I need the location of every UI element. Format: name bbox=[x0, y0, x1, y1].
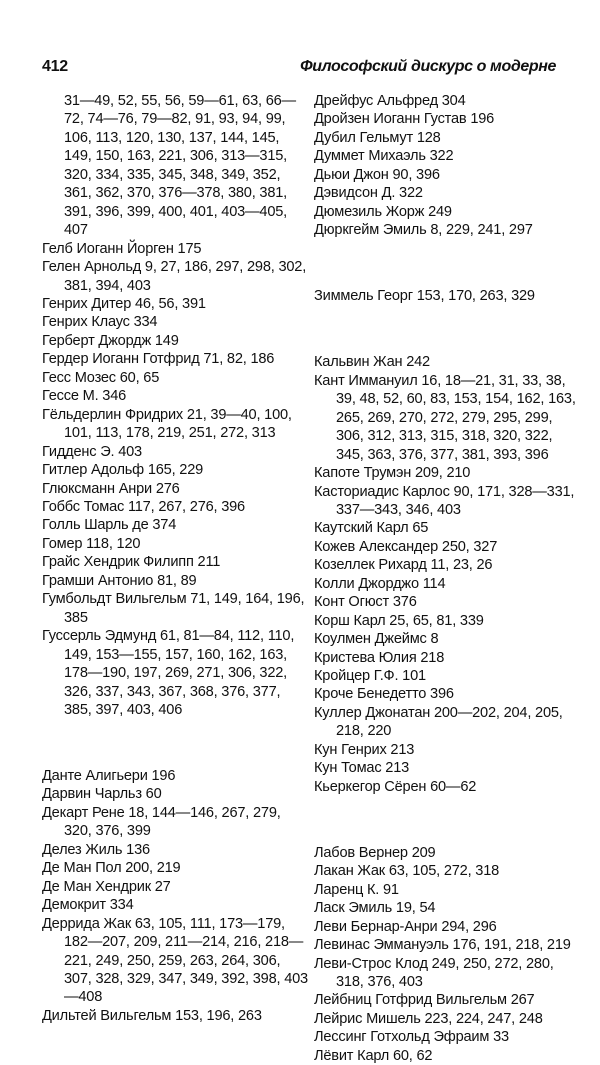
index-entry: Кройцер Г.Ф. 101 bbox=[314, 668, 426, 685]
index-entry: Гомер 118, 120 bbox=[42, 535, 141, 552]
index-entry: Леви-Строс Клод 249, 250, 272, 280, 318, 376, 403 bbox=[314, 955, 554, 990]
index-entry: Генрих Клаус 334 bbox=[42, 314, 158, 331]
index-entry: Дарвин Чарльз 60 bbox=[42, 786, 162, 803]
index-entry: Дьюи Джон 90, 396 bbox=[314, 166, 440, 183]
index-entry: Гёльдерлин Фридрих 21, 39—40, 100, 101, 113, 178, 219, 251, 272, 313 bbox=[42, 406, 292, 442]
index-entry-continuation: 31—49, 52, 55, 56, 59—61, 63, 66—72, 74—76, 79—82, 91, 93, 94, 99, 106, 113, 120, 130, 137, 144, 145, 149, 150, 163, 221, 306, 313—315, 320, 334, 335, 345, 348, 349, 352, 361, 362, 370, 376—378, 380, 381, 391, 396, 399, 400, 401, 403—405, 407 bbox=[64, 93, 296, 239]
index-entry: Гуссерль Эдмунд 61, 81—84, 112, 110, 149, 153—155, 157, 160, 162, 163, 178—190, 197, 269, 271, 306, 322, 326, 337, 343, 367, 368, 376, 377, 385, 397, 403, 406 bbox=[42, 628, 295, 718]
index-entry: Каутский Карл 65 bbox=[314, 520, 429, 537]
page-number: 412 bbox=[42, 58, 68, 75]
running-title: Философский дискурс о модерне bbox=[300, 58, 556, 75]
index-entry: Дюркгейм Эмиль 8, 229, 241, 297 bbox=[314, 222, 533, 239]
section-gap bbox=[314, 254, 576, 272]
index-entry: Дрейфус Альфред 304 bbox=[314, 93, 466, 109]
index-entry: Дубил Гельмут 128 bbox=[314, 129, 441, 146]
index-entry: Гелб Иоганн Йорген 175 bbox=[42, 240, 202, 257]
index-entry: Деррида Жак 63, 105, 111, 173—179, 182—207, 209, 211—214, 216, 218—221, 249, 250, 259, 263, 264, 306, 307, 328, 329, 347, 349, 392, 398, 403—408 bbox=[42, 915, 308, 1006]
index-entry: Гердер Иоганн Готфрид 71, 82, 186 bbox=[42, 351, 275, 368]
index-entry: Данте Алигьери 196 bbox=[42, 768, 176, 785]
index-entry: Де Ман Пол 200, 219 bbox=[42, 860, 181, 877]
index-entry: Кун Томас 213 bbox=[314, 760, 410, 777]
index-entry: Кожев Александер 250, 327 bbox=[314, 538, 498, 555]
index-entry: Голль Шарль де 374 bbox=[42, 517, 177, 534]
index-entry: Декарт Рене 18, 144—146, 267, 279, 320, 376, 399 bbox=[42, 804, 281, 840]
index-entry: Леви Бернар-Анри 294, 296 bbox=[314, 918, 497, 935]
index-entry: Кристева Юлия 218 bbox=[314, 649, 445, 666]
section-gap bbox=[314, 320, 576, 338]
index-entry: Колли Джорджо 114 bbox=[314, 575, 446, 592]
index-entry: Лёвит Карл 60, 62 bbox=[314, 1047, 433, 1064]
index-entry: Гидденс Э. 403 bbox=[42, 443, 142, 460]
index-entry: Грайс Хендрик Филипп 211 bbox=[42, 554, 221, 571]
index-entry: Гелен Арнольд 9, 27, 186, 297, 298, 302, 381, 394, 403 bbox=[42, 259, 307, 294]
index-entry: Коулмен Джеймс 8 bbox=[314, 631, 439, 648]
section-gap bbox=[42, 734, 310, 752]
index-column-left bbox=[42, 92, 310, 1025]
index-entry: Дэвидсон Д. 322 bbox=[314, 185, 423, 202]
index-entry: Кроче Бенедетто 396 bbox=[314, 686, 454, 703]
index-entry: Дройзен Иоганн Густав 196 bbox=[314, 111, 495, 128]
index-entry: Грамши Антонио 81, 89 bbox=[42, 572, 197, 589]
index-entry: Касториадис Карлос 90, 171, 328—331, 337—343, 346, 403 bbox=[314, 483, 575, 518]
index-entry: Де Ман Хендрик 27 bbox=[42, 878, 171, 895]
index-entry: Кальвин Жан 242 bbox=[314, 354, 430, 371]
index-entry: Лакан Жак 63, 105, 272, 318 bbox=[314, 863, 500, 880]
index-entry: Гесс Мозес 60, 65 bbox=[42, 369, 160, 386]
index-entry: Лейрис Мишель 223, 224, 247, 248 bbox=[314, 1010, 543, 1027]
index-entry: Генрих Дитер 46, 56, 391 bbox=[42, 295, 206, 312]
index-entry: Гумбольдт Вильгельм 71, 149, 164, 196, 385 bbox=[42, 591, 305, 626]
index-entry: Лессинг Готхольд Эфраим 33 bbox=[314, 1029, 509, 1046]
index-entry: Кьеркегор Сёрен 60—62 bbox=[314, 778, 477, 795]
index-entry: Кант Иммануил 16, 18—21, 31, 33, 38, 39, 48, 52, 60, 83, 153, 154, 162, 163, 265, 269, 270, 272, 279, 295, 299, 306, 312, 313, 315, 318, 320, 322, 345, 363, 376, 377, 381, 393, 396 bbox=[314, 372, 576, 463]
index-entry: Глюксманн Анри 276 bbox=[42, 480, 180, 497]
index-entry: Демокрит 334 bbox=[42, 897, 134, 914]
index-entry: Дюмезиль Жорж 249 bbox=[314, 203, 452, 220]
index-column-right bbox=[314, 92, 576, 1065]
index-entry: Делез Жиль 136 bbox=[42, 841, 150, 858]
section-gap bbox=[314, 811, 576, 829]
index-entry: Лабов Вернер 209 bbox=[314, 844, 436, 861]
index-entry: Конт Огюст 376 bbox=[314, 594, 417, 611]
index-entry: Куллер Джонатан 200—202, 204, 205, 218, 220 bbox=[314, 704, 563, 740]
index-entry: Кун Генрих 213 bbox=[314, 741, 415, 758]
index-entry: Лейбниц Готфрид Вильгельм 267 bbox=[314, 992, 535, 1009]
index-entry: Думмет Михаэль 322 bbox=[314, 148, 454, 165]
index-entry: Левинас Эммануэль 176, 191, 218, 219 bbox=[314, 937, 571, 954]
index-entry: Гоббс Томас 117, 267, 276, 396 bbox=[42, 498, 245, 515]
index-entry: Ларенц К. 91 bbox=[314, 881, 399, 898]
index-entry: Капоте Трумэн 209, 210 bbox=[314, 465, 471, 482]
index-entry: Гессе М. 346 bbox=[42, 388, 127, 405]
index-entry: Зиммель Георг 153, 170, 263, 329 bbox=[314, 288, 535, 305]
index-entry: Дильтей Вильгельм 153, 196, 263 bbox=[42, 1007, 262, 1024]
index-entry: Герберт Джордж 149 bbox=[42, 332, 179, 349]
index-entry: Корш Карл 25, 65, 81, 339 bbox=[314, 612, 484, 629]
index-entry: Козеллек Рихард 11, 23, 26 bbox=[314, 557, 493, 574]
index-entry: Ласк Эмиль 19, 54 bbox=[314, 900, 436, 917]
index-entry: Гитлер Адольф 165, 229 bbox=[42, 462, 204, 479]
